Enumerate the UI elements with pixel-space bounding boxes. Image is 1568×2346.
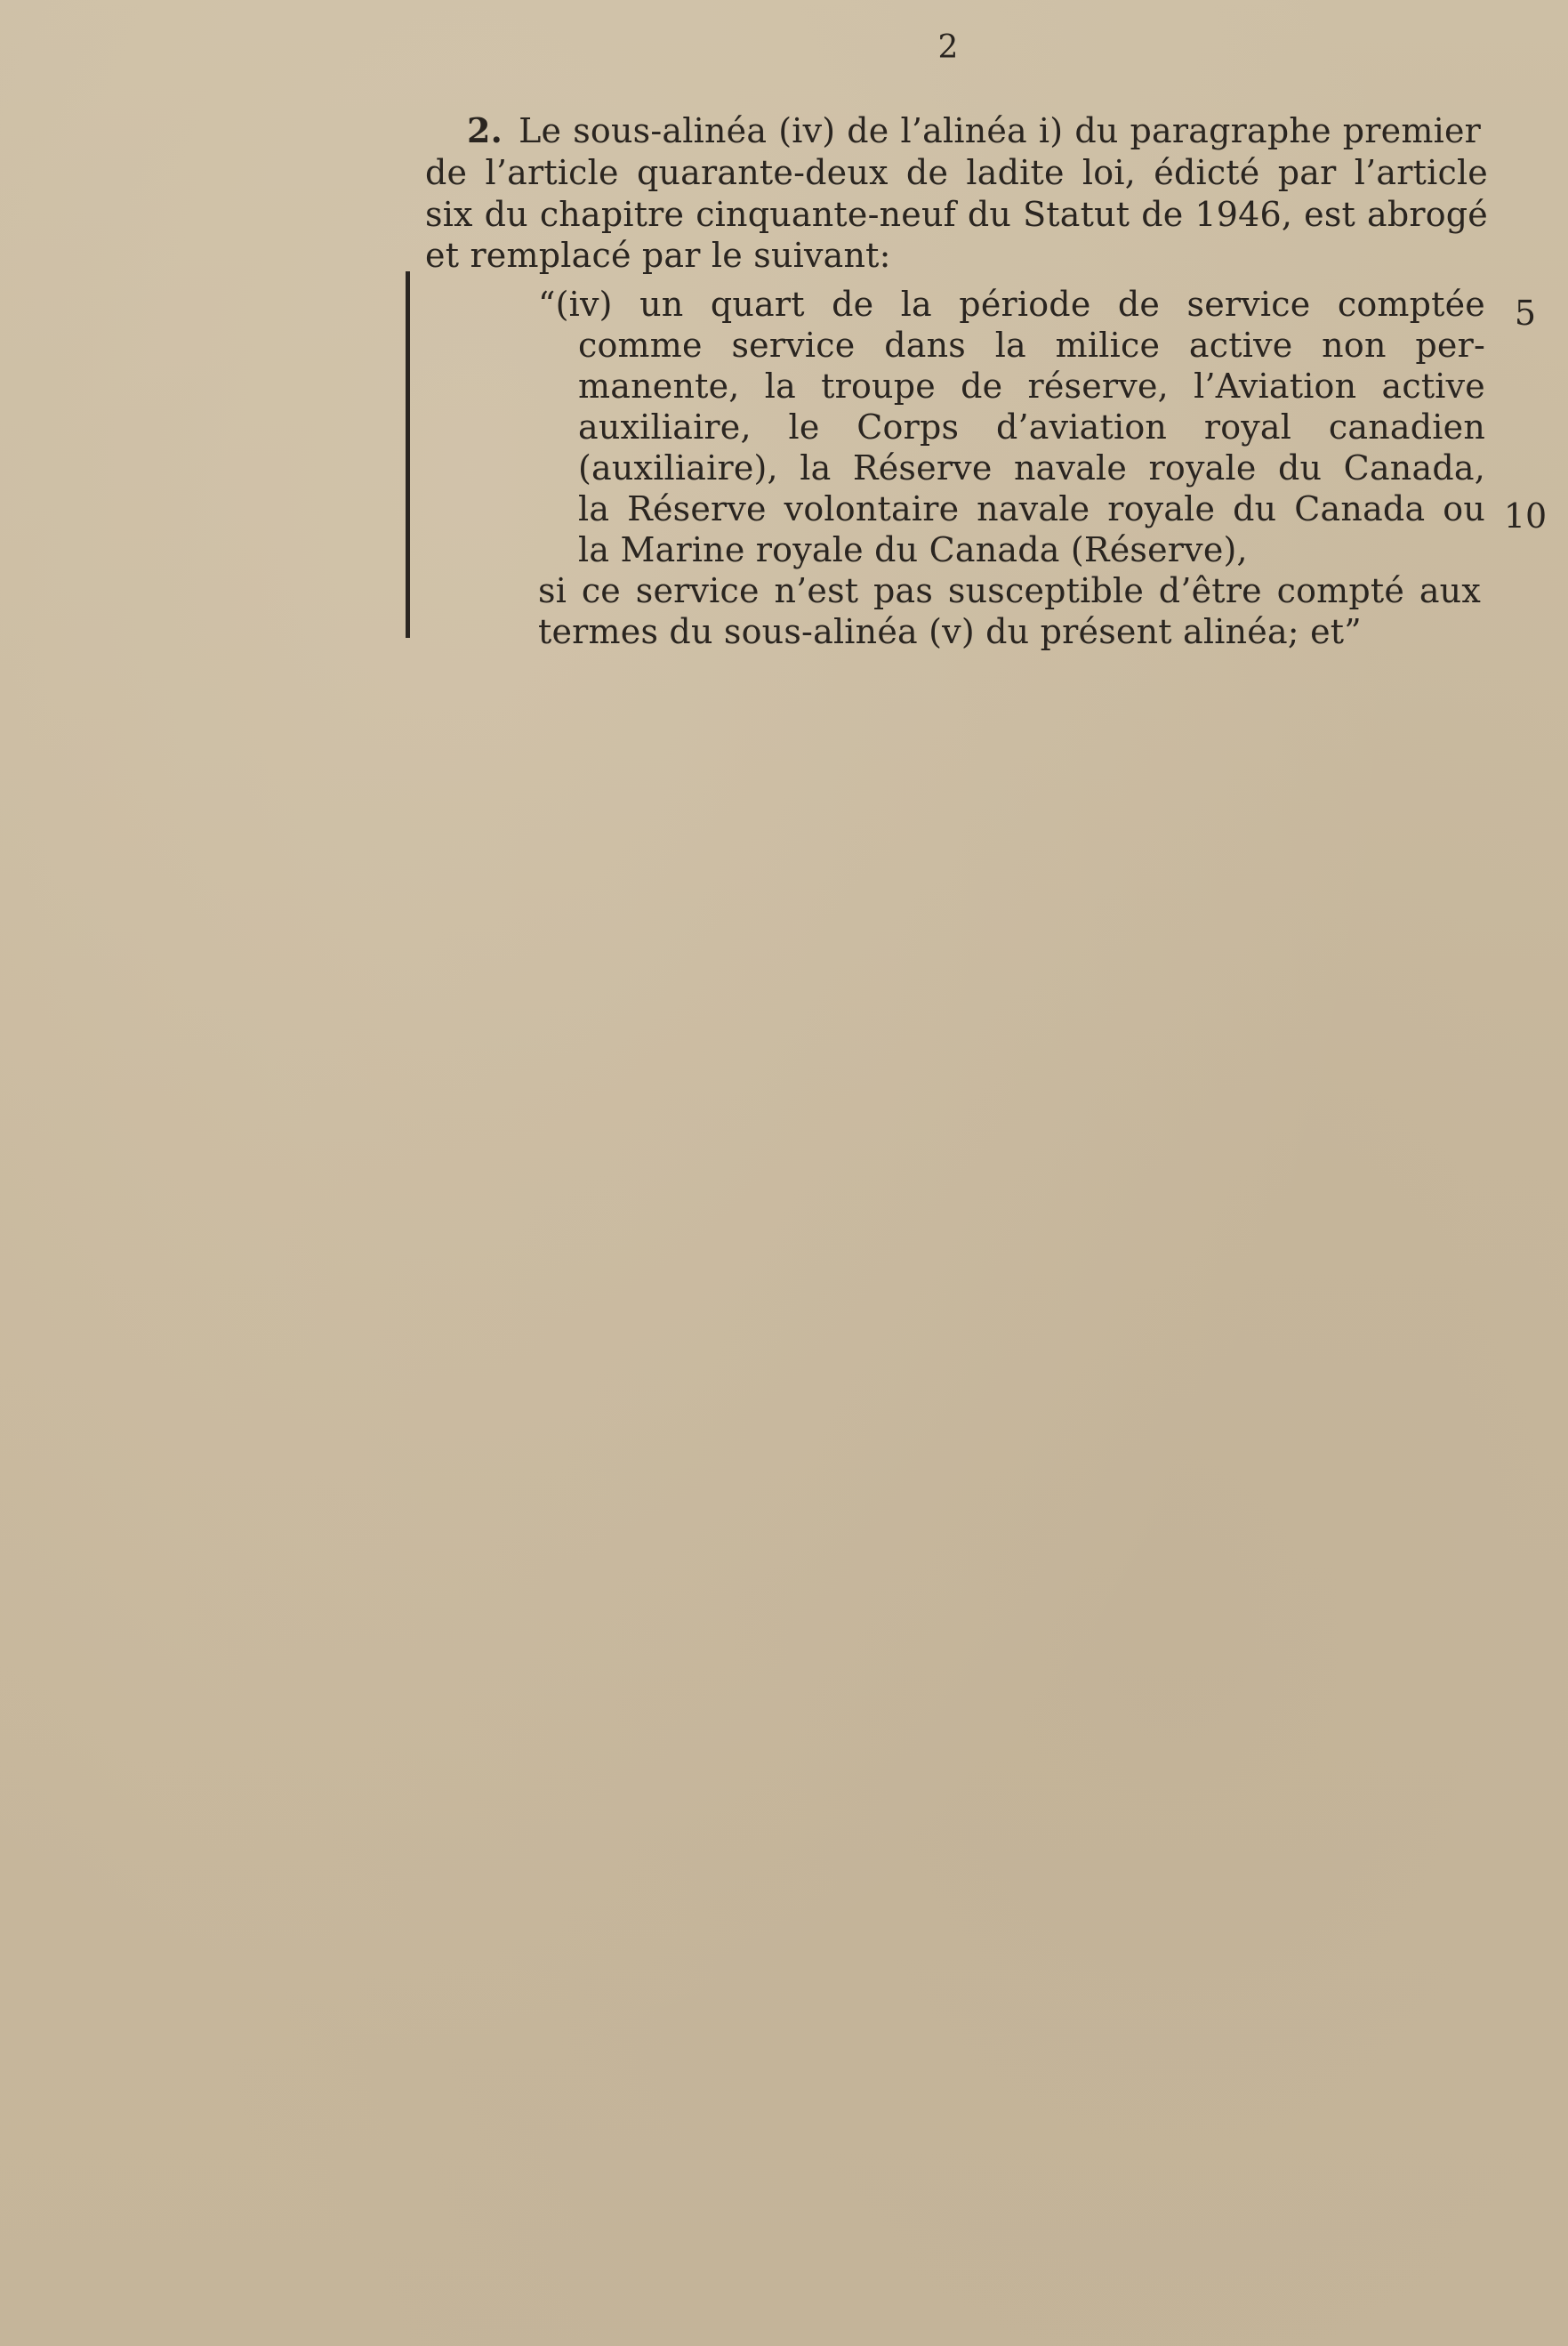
quote-line-4: auxiliaire, le Corps d’aviation royal canadien: [578, 407, 1485, 447]
quote-line-2: comme service dans la milice active non per-: [578, 326, 1485, 365]
section-line-1-text: Le sous-alinéa (iv) de l’alinéa i) du paragraphe premier: [519, 111, 1481, 150]
amendment-margin-bar: [406, 271, 410, 638]
section-line-3: six du chapitre cinquante-neuf du Statut de 1946, est abrogé: [425, 195, 1488, 234]
quote-line-3: manente, la troupe de réserve, l’Aviation active: [578, 367, 1485, 406]
quote-line-5: (auxiliaire), la Réserve navale royale du Canada,: [578, 448, 1485, 488]
quote-line-7: la Marine royale du Canada (Réserve),: [578, 530, 1248, 569]
section-line-4: et remplacé par le suivant:: [425, 236, 891, 275]
quote-line-1: “(iv) un quart de la période de service comptée: [538, 285, 1485, 324]
quote-tail-line-2: termes du sous-alinéa (v) du présent alinéa; et”: [538, 612, 1362, 651]
line-number-5: 5: [1514, 294, 1537, 333]
quote-tail-line-1: si ce service n’est pas susceptible d’être compté aux: [538, 571, 1481, 610]
section-number: 2.: [467, 110, 503, 150]
page-number: 2: [937, 29, 959, 66]
line-number-10: 10: [1503, 496, 1548, 536]
quote-line-6: la Réserve volontaire navale royale du Canada ou: [578, 489, 1485, 528]
section-line-2: de l’article quarante-deux de ladite loi, édicté par l’article: [425, 153, 1488, 192]
section-line-1: [467, 109, 1481, 152]
